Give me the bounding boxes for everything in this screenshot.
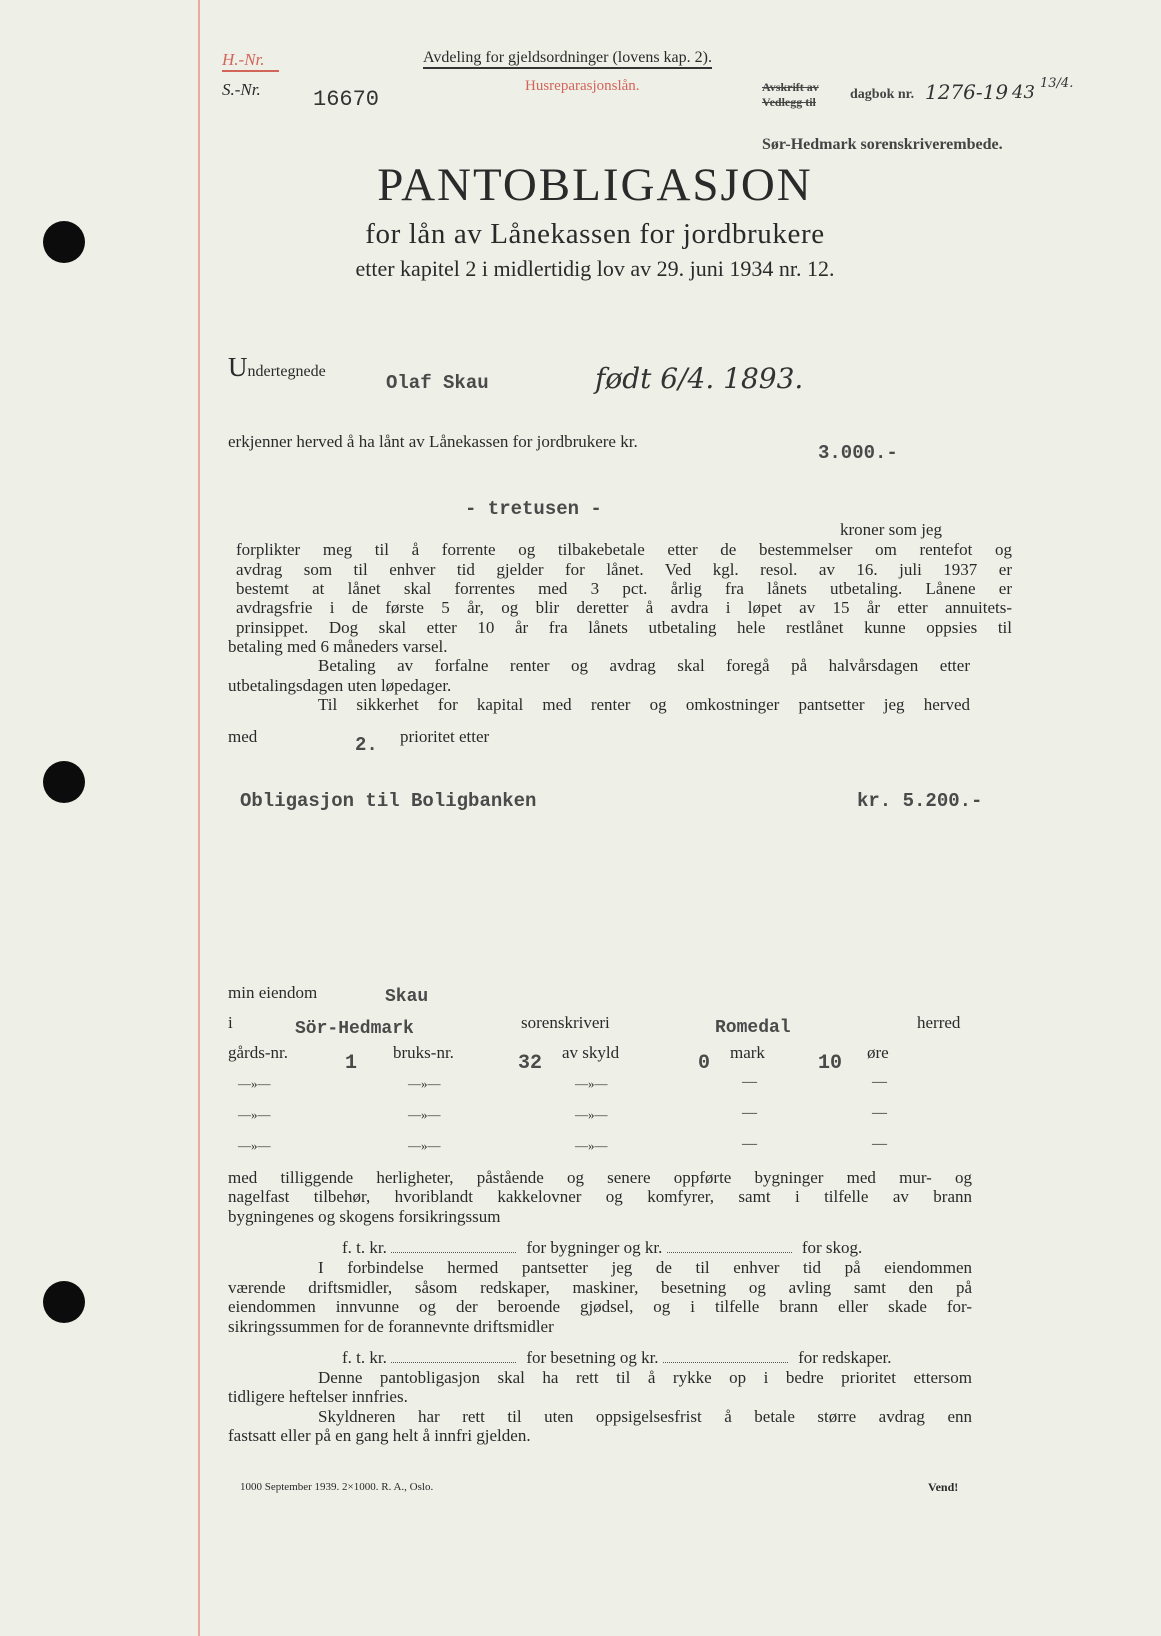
- loan-type: Husreparasjonslån.: [525, 78, 640, 94]
- for-bygninger-label: for bygninger og kr.: [526, 1238, 663, 1257]
- med-label: med: [228, 727, 258, 746]
- loan-amount: 3.000.-: [818, 442, 898, 464]
- dash-mark: —: [872, 1074, 887, 1090]
- ditto-mark: —»—: [238, 1076, 271, 1091]
- payment-line: utbetalingsdagen uten løpedager.: [228, 676, 452, 695]
- i-label: i: [228, 1013, 233, 1032]
- document-law-reference: etter kapitel 2 i midlertidig lov av 29. juni 1934 nr. 12.: [355, 256, 835, 281]
- payment-line: Betaling av forfalne renter og avdrag skal foregå på halvårsdagen etter: [318, 656, 970, 675]
- ditto-mark: —»—: [408, 1107, 441, 1122]
- min-eiendom-label: min eiendom: [228, 983, 318, 1002]
- punch-hole: [43, 1281, 85, 1323]
- gards-label: gårds-nr.: [228, 1043, 288, 1062]
- dash-mark: —: [742, 1074, 757, 1090]
- undertegnede-label: Undertegnede: [228, 352, 326, 382]
- prior-amount: kr. 5.200.-: [857, 790, 983, 812]
- vend-label: Vend!: [928, 1480, 959, 1494]
- bruks-label: bruks-nr.: [393, 1043, 454, 1062]
- debtor-name: Olaf Skau: [386, 372, 489, 394]
- terms-line: avdrag som til enhver tid gjelder for lånet. Ved kgl. resol. av 16. juli 1937 er: [236, 560, 1012, 579]
- debtor-born: født 6/4. 1893.: [595, 362, 804, 395]
- security-line: Til sikkerhet for kapital med renter og omkostninger pantsetter jeg herved: [318, 695, 970, 714]
- punch-hole: [43, 761, 85, 803]
- dash-mark: —: [742, 1136, 757, 1152]
- mark-label: mark: [730, 1043, 765, 1062]
- h-nr-label: H.-Nr.: [222, 50, 279, 72]
- terms-line: betaling med 6 måneders varsel.: [228, 637, 448, 656]
- document-title: PANTOBLIGASJON: [377, 159, 813, 211]
- loan-amount-words: - tretusen -: [465, 498, 602, 520]
- stamp-avskrift: Avskrift av: [762, 80, 819, 94]
- for-redskaper-label: for redskaper.: [798, 1348, 892, 1367]
- appurtenance-line: med tilliggende herligheter, påstående og senere oppførte bygninger med mur- og: [228, 1168, 972, 1187]
- acknowledge-text: erkjenner herved å ha lånt av Lånekassen for jordbrukere kr.: [228, 432, 638, 451]
- ditto-mark: —»—: [408, 1138, 441, 1153]
- stamp-office: Sør-Hedmark sorenskriverembede.: [762, 136, 1003, 153]
- amount-blank: [667, 1240, 792, 1253]
- for-besetning-label: for besetning og kr.: [526, 1348, 659, 1367]
- bruks-value: 32: [518, 1052, 543, 1075]
- terms-line: avdragsfrie i de første 5 år, og blir deretter å avdra i løpet av 15 år etter annuitets-: [236, 598, 1012, 617]
- ore-value: 10: [818, 1052, 843, 1075]
- operating-line: sikringssummen for de forannevnte driftsmidler: [228, 1317, 554, 1336]
- appurtenance-line: nagelfast tilbehør, hvoriblandt kakkelovner og komfyrer, samt i tilfelle av brann: [228, 1187, 972, 1206]
- operating-line: værende driftsmidler, såsom redskaper, maskiner, besetning og avling samt den på: [228, 1278, 972, 1297]
- terms-line: bestemt at lånet skal forrentes med 3 pct. årlig fra lånets utbetaling. Lånene er: [236, 579, 1012, 598]
- property-name: Skau: [385, 987, 429, 1007]
- stamp-dagbok: dagbok nr.: [850, 87, 915, 102]
- terms-line: forplikter meg til å forrente og tilbakebetale etter de bestemmelser om rentefot og: [236, 540, 1012, 559]
- ftkr-label: f. t. kr.: [342, 1238, 387, 1257]
- print-info: 1000 September 1939. 2×1000. R. A., Oslo.: [240, 1481, 434, 1493]
- amount-blank: [391, 1240, 516, 1253]
- priority-label: prioritet etter: [400, 727, 490, 746]
- kroner-text: kroner som jeg: [840, 520, 942, 539]
- ditto-mark: —»—: [238, 1107, 271, 1122]
- terms-line: prinsippet. Dog skal etter 10 år fra lånets utbetaling hele restlånet kunne oppsies til: [236, 618, 1012, 637]
- herred-label: herred: [917, 1013, 961, 1032]
- ditto-mark: —»—: [575, 1076, 608, 1091]
- department-heading: Avdeling for gjeldsordninger (lovens kap. 2).: [423, 49, 712, 69]
- operating-line: I forbindelse hermed pantsetter jeg de til enhver tid på eiendommen: [318, 1258, 972, 1277]
- final-line: Skyldneren har rett til uten oppsigelsesfrist å betale større avdrag enn: [318, 1407, 972, 1426]
- s-nr-label: S.-Nr.: [222, 80, 261, 99]
- for-skog-label: for skog.: [801, 1238, 863, 1257]
- dash-mark: —: [742, 1105, 757, 1121]
- ditto-mark: —»—: [408, 1076, 441, 1091]
- document-subtitle: for lån av Lånekassen for jordbrukere: [365, 218, 825, 250]
- s-nr-value: 16670: [313, 87, 380, 112]
- dagbok-date: 13/4.: [1040, 76, 1074, 91]
- skyld-label: av skyld: [562, 1043, 620, 1062]
- stamp-vedlegg: Vedlegg til: [762, 95, 816, 109]
- insurance-line-1: [342, 1238, 862, 1258]
- prior-debt: Obligasjon til Boligbanken: [240, 790, 537, 812]
- priority-value: 2.: [355, 734, 378, 756]
- ore-label: øre: [867, 1043, 889, 1062]
- gards-value: 1: [345, 1052, 358, 1075]
- operating-line: eiendommen innvunne og der beroende gjødsel, og i tilfelle brann eller skade for-: [228, 1297, 972, 1316]
- dagbok-number: 1276-19: [925, 80, 1009, 104]
- ditto-mark: —»—: [575, 1138, 608, 1153]
- appurtenance-line: bygningenes og skogens forsikringssum: [228, 1207, 501, 1226]
- ftkr-label: f. t. kr.: [342, 1348, 387, 1367]
- ditto-mark: —»—: [575, 1107, 608, 1122]
- final-line: fastsatt eller på en gang helt å innfri gjelden.: [228, 1426, 531, 1445]
- ditto-mark: —»—: [238, 1138, 271, 1153]
- mark-value: 0: [698, 1052, 711, 1075]
- sorenskriveri-label: sorenskriveri: [521, 1013, 610, 1032]
- insurance-line-2: [342, 1348, 892, 1368]
- district-value: Sör-Hedmark: [295, 1019, 414, 1039]
- amount-blank: [663, 1350, 788, 1363]
- dash-mark: —: [872, 1105, 887, 1121]
- final-line: Denne pantobligasjon skal ha rett til å rykke op i bedre prioritet ettersom: [318, 1368, 972, 1387]
- final-line: tidligere heftelser innfries.: [228, 1387, 408, 1406]
- dash-mark: —: [872, 1136, 887, 1152]
- herred-value: Romedal: [715, 1018, 791, 1038]
- dagbok-year: 43: [1012, 82, 1035, 103]
- amount-blank: [391, 1350, 516, 1363]
